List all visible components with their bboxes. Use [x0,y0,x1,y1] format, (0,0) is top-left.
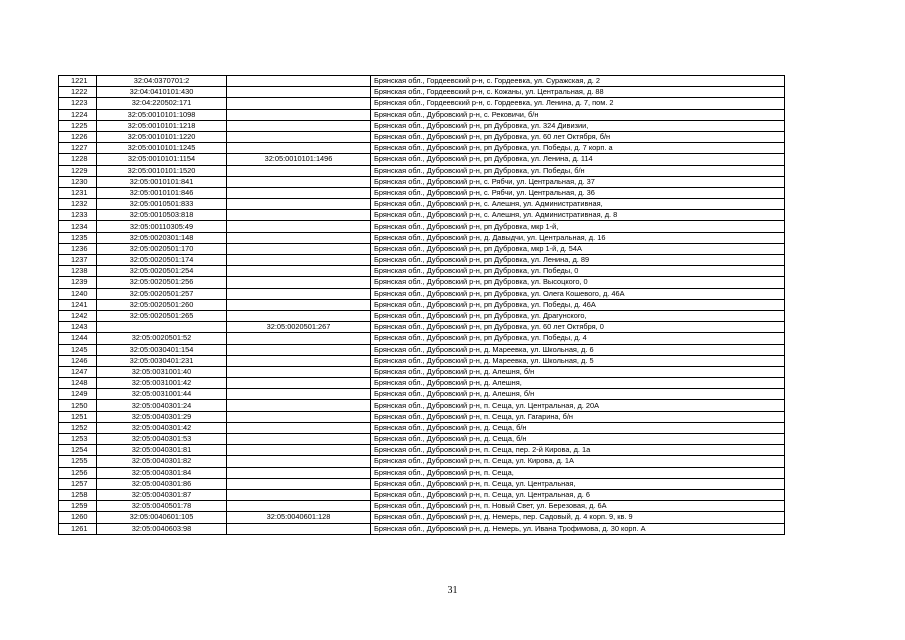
address-cell: Брянская обл., Дубровский р-н, п. Сеща, ул. Кирова, д. 1А [371,456,785,467]
cadastral-number-cell: 32:05:0010101:1245 [97,143,227,154]
row-number-cell: 1224 [59,109,97,120]
linked-cadastral-number-cell [227,344,371,355]
linked-cadastral-number-cell [227,288,371,299]
row-number-cell: 1245 [59,344,97,355]
row-number-cell: 1248 [59,378,97,389]
linked-cadastral-number-cell [227,378,371,389]
row-number-cell: 1242 [59,310,97,321]
linked-cadastral-number-cell [227,411,371,422]
cadastral-number-cell: 32:05:0010101:841 [97,176,227,187]
cadastral-number-cell: 32:05:0030401:231 [97,355,227,366]
linked-cadastral-number-cell [227,176,371,187]
table-row [59,76,785,87]
table-row [59,378,785,389]
table-row [59,322,785,333]
table-row [59,243,785,254]
table-row [59,389,785,400]
linked-cadastral-number-cell [227,277,371,288]
linked-cadastral-number-cell [227,489,371,500]
address-cell: Брянская обл., Дубровский р-н, рп Дубровка, ул. Победы, д. 4 [371,333,785,344]
linked-cadastral-number-cell [227,143,371,154]
table-row [59,355,785,366]
table-row [59,266,785,277]
address-cell: Брянская обл., Дубровский р-н, с. Алешня, ул. Административная, [371,199,785,210]
cadastral-number-cell: 32:04:220502:171 [97,98,227,109]
cadastral-number-cell: 32:05:0030401:154 [97,344,227,355]
table-row [59,210,785,221]
table-row [59,299,785,310]
table-row [59,456,785,467]
property-table [58,75,785,535]
cadastral-number-cell: 32:05:0010101:1520 [97,165,227,176]
linked-cadastral-number-cell [227,165,371,176]
table-row [59,131,785,142]
table-row [59,489,785,500]
row-number-cell: 1261 [59,523,97,534]
table-row [59,277,785,288]
address-cell: Брянская обл., Дубровский р-н, рп Дубровка, ул. Победы, б/н [371,165,785,176]
address-cell: Брянская обл., Дубровский р-н, д. Мареевка, ул. Школьная, д. 5 [371,355,785,366]
linked-cadastral-number-cell [227,76,371,87]
address-cell: Брянская обл., Дубровский р-н, с. Рябчи, ул. Центральная, д. 36 [371,187,785,198]
row-number-cell: 1241 [59,299,97,310]
cadastral-number-cell: 32:05:0031001:42 [97,378,227,389]
cadastral-number-cell [97,322,227,333]
row-number-cell: 1225 [59,120,97,131]
table-row [59,109,785,120]
table-row [59,478,785,489]
address-cell: Брянская обл., Дубровский р-н, рп Дубровка, ул. 60 лет Октября, 0 [371,322,785,333]
cadastral-number-cell: 32:05:0040301:42 [97,422,227,433]
linked-cadastral-number-cell [227,87,371,98]
table-row [59,143,785,154]
table-row [59,400,785,411]
linked-cadastral-number-cell [227,299,371,310]
row-number-cell: 1247 [59,366,97,377]
address-cell: Брянская обл., Дубровский р-н, с. Рябчи, ул. Центральная, д. 37 [371,176,785,187]
table-row [59,120,785,131]
address-cell: Брянская обл., Гордеевский р-н, с. Гордеевка, ул. Ленина, д. 7, пом. 2 [371,98,785,109]
address-cell: Брянская обл., Дубровский р-н, д. Немерь, ул. Ивана Трофимова, д. 30 корп. А [371,523,785,534]
cadastral-number-cell: 32:05:0040301:86 [97,478,227,489]
table-row [59,366,785,377]
address-cell: Брянская обл., Дубровский р-н, п. Сеща, ул. Центральная, [371,478,785,489]
address-cell: Брянская обл., Дубровский р-н, рп Дубровка, ул. Ленина, д. 114 [371,154,785,165]
row-number-cell: 1226 [59,131,97,142]
table-row [59,221,785,232]
table-row [59,187,785,198]
linked-cadastral-number-cell [227,232,371,243]
table-row [59,199,785,210]
cadastral-number-cell: 32:05:0010101:1220 [97,131,227,142]
row-number-cell: 1255 [59,456,97,467]
cadastral-number-cell: 32:05:0010101:1218 [97,120,227,131]
address-cell: Брянская обл., Дубровский р-н, п. Сеща, пер. 2-й Кирова, д. 1а [371,445,785,456]
cadastral-number-cell: 32:05:0020501:257 [97,288,227,299]
linked-cadastral-number-cell [227,456,371,467]
address-cell: Брянская обл., Дубровский р-н, с. Алешня, ул. Административная, д. 8 [371,210,785,221]
address-cell: Брянская обл., Дубровский р-н, д. Алешня, б/н [371,366,785,377]
address-cell: Брянская обл., Дубровский р-н, п. Сеща, ул. Гагарина, б/н [371,411,785,422]
row-number-cell: 1260 [59,512,97,523]
cadastral-number-cell: 32:05:0010501:833 [97,199,227,210]
linked-cadastral-number-cell [227,187,371,198]
row-number-cell: 1252 [59,422,97,433]
table-row [59,411,785,422]
table-row [59,512,785,523]
table-row [59,344,785,355]
cadastral-number-cell: 32:05:0020501:170 [97,243,227,254]
address-cell: Брянская обл., Дубровский р-н, д. Алешня, [371,378,785,389]
row-number-cell: 1230 [59,176,97,187]
linked-cadastral-number-cell [227,98,371,109]
property-table-body [59,76,785,535]
address-cell: Брянская обл., Дубровский р-н, рп Дубровка, ул. Победы, д. 46А [371,299,785,310]
row-number-cell: 1237 [59,255,97,266]
table-row [59,255,785,266]
address-cell: Брянская обл., Дубровский р-н, рп Дубровка, ул. Драгунского, [371,310,785,321]
address-cell: Брянская обл., Дубровский р-н, рп Дубровка, мкр 1-й, [371,221,785,232]
cadastral-number-cell: 32:05:0020501:265 [97,310,227,321]
linked-cadastral-number-cell [227,422,371,433]
linked-cadastral-number-cell [227,266,371,277]
linked-cadastral-number-cell [227,389,371,400]
cadastral-number-cell: 32:05:0010503:818 [97,210,227,221]
row-number-cell: 1239 [59,277,97,288]
linked-cadastral-number-cell [227,434,371,445]
address-cell: Брянская обл., Дубровский р-н, с. Рековичи, б/н [371,109,785,120]
cadastral-number-cell: 32:05:0020501:52 [97,333,227,344]
row-number-cell: 1257 [59,478,97,489]
row-number-cell: 1222 [59,87,97,98]
address-cell: Брянская обл., Дубровский р-н, д. Алешня, б/н [371,389,785,400]
row-number-cell: 1259 [59,501,97,512]
row-number-cell: 1233 [59,210,97,221]
table-row [59,501,785,512]
row-number-cell: 1254 [59,445,97,456]
address-cell: Брянская обл., Дубровский р-н, д. Мареевка, ул. Школьная, д. 6 [371,344,785,355]
cadastral-number-cell: 32:05:0040603:98 [97,523,227,534]
row-number-cell: 1240 [59,288,97,299]
row-number-cell: 1221 [59,76,97,87]
linked-cadastral-number-cell [227,467,371,478]
address-cell: Брянская обл., Гордеевский р-н, с. Кожаны, ул. Центральная, д. 88 [371,87,785,98]
table-row [59,98,785,109]
row-number-cell: 1249 [59,389,97,400]
cadastral-number-cell: 32:05:0020501:260 [97,299,227,310]
cadastral-number-cell: 32:05:0040501:78 [97,501,227,512]
cadastral-number-cell: 32:05:0040301:82 [97,456,227,467]
row-number-cell: 1231 [59,187,97,198]
linked-cadastral-number-cell: 32:05:0020501:267 [227,322,371,333]
table-row [59,523,785,534]
row-number-cell: 1234 [59,221,97,232]
cadastral-number-cell: 32:05:0010101:1154 [97,154,227,165]
cadastral-number-cell: 32:05:0031001:44 [97,389,227,400]
address-cell: Брянская обл., Дубровский р-н, рп Дубровка, ул. Олега Кошевого, д. 46А [371,288,785,299]
cadastral-number-cell: 32:05:00110305:49 [97,221,227,232]
page-number: 31 [447,585,458,596]
row-number-cell: 1238 [59,266,97,277]
cadastral-number-cell: 32:05:0040301:53 [97,434,227,445]
linked-cadastral-number-cell [227,355,371,366]
linked-cadastral-number-cell [227,366,371,377]
linked-cadastral-number-cell [227,445,371,456]
table-row [59,288,785,299]
row-number-cell: 1235 [59,232,97,243]
cadastral-number-cell: 32:05:0020501:254 [97,266,227,277]
linked-cadastral-number-cell [227,501,371,512]
linked-cadastral-number-cell [227,523,371,534]
row-number-cell: 1243 [59,322,97,333]
cadastral-number-cell: 32:05:0040301:84 [97,467,227,478]
table-row [59,333,785,344]
row-number-cell: 1227 [59,143,97,154]
table-row [59,232,785,243]
table-row [59,87,785,98]
cadastral-number-cell: 32:05:0040301:81 [97,445,227,456]
linked-cadastral-number-cell [227,255,371,266]
linked-cadastral-number-cell [227,131,371,142]
table-row [59,445,785,456]
linked-cadastral-number-cell [227,109,371,120]
row-number-cell: 1232 [59,199,97,210]
linked-cadastral-number-cell [227,400,371,411]
cadastral-number-cell: 32:05:0040301:24 [97,400,227,411]
table-row [59,310,785,321]
address-cell: Брянская обл., Дубровский р-н, рп Дубровка, ул. 324 Дивизии, [371,120,785,131]
row-number-cell: 1236 [59,243,97,254]
linked-cadastral-number-cell [227,199,371,210]
linked-cadastral-number-cell [227,120,371,131]
linked-cadastral-number-cell: 32:05:0040601:128 [227,512,371,523]
linked-cadastral-number-cell: 32:05:0010101:1496 [227,154,371,165]
cadastral-number-cell: 32:05:0010101:846 [97,187,227,198]
table-row [59,434,785,445]
row-number-cell: 1251 [59,411,97,422]
cadastral-number-cell: 32:05:0020501:256 [97,277,227,288]
address-cell: Брянская обл., Дубровский р-н, п. Сеща, ул. Центральная, д. 6 [371,489,785,500]
cadastral-number-cell: 32:05:0020501:174 [97,255,227,266]
cadastral-number-cell: 32:05:0010101:1098 [97,109,227,120]
row-number-cell: 1223 [59,98,97,109]
address-cell: Брянская обл., Гордеевский р-н, с. Гордеевка, ул. Суражская, д. 2 [371,76,785,87]
row-number-cell: 1229 [59,165,97,176]
address-cell: Брянская обл., Дубровский р-н, п. Новый Свет, ул. Березовая, д. 6А [371,501,785,512]
table-row [59,165,785,176]
address-cell: Брянская обл., Дубровский р-н, д. Сеща, б/н [371,434,785,445]
cadastral-number-cell: 32:05:0020301:148 [97,232,227,243]
linked-cadastral-number-cell [227,310,371,321]
table-row [59,422,785,433]
linked-cadastral-number-cell [227,243,371,254]
address-cell: Брянская обл., Дубровский р-н, рп Дубровка, мкр 1-й, д. 54А [371,243,785,254]
table-row [59,176,785,187]
table-row [59,154,785,165]
address-cell: Брянская обл., Дубровский р-н, д. Сеща, б/н [371,422,785,433]
table-row [59,467,785,478]
address-cell: Брянская обл., Дубровский р-н, п. Сеща, [371,467,785,478]
row-number-cell: 1253 [59,434,97,445]
address-cell: Брянская обл., Дубровский р-н, рп Дубровка, ул. Ленина, д. 89 [371,255,785,266]
linked-cadastral-number-cell [227,210,371,221]
row-number-cell: 1256 [59,467,97,478]
address-cell: Брянская обл., Дубровский р-н, рп Дубровка, ул. 60 лет Октября, б/н [371,131,785,142]
cadastral-number-cell: 32:05:0040301:29 [97,411,227,422]
address-cell: Брянская обл., Дубровский р-н, д. Немерь, пер. Садовый, д. 4 корп. 9, кв. 9 [371,512,785,523]
cadastral-number-cell: 32:05:0040301:87 [97,489,227,500]
address-cell: Брянская обл., Дубровский р-н, д. Давыдчи, ул. Центральная, д. 16 [371,232,785,243]
row-number-cell: 1258 [59,489,97,500]
cadastral-number-cell: 32:05:0040601:105 [97,512,227,523]
linked-cadastral-number-cell [227,478,371,489]
row-number-cell: 1250 [59,400,97,411]
cadastral-number-cell: 32:04:0410101:430 [97,87,227,98]
cadastral-number-cell: 32:05:0031001:40 [97,366,227,377]
row-number-cell: 1228 [59,154,97,165]
row-number-cell: 1244 [59,333,97,344]
linked-cadastral-number-cell [227,333,371,344]
address-cell: Брянская обл., Дубровский р-н, п. Сеща, ул. Центральная, д. 20А [371,400,785,411]
address-cell: Брянская обл., Дубровский р-н, рп Дубровка, ул. Высоцкого, 0 [371,277,785,288]
address-cell: Брянская обл., Дубровский р-н, рп Дубровка, ул. Победы, д. 7 корп. а [371,143,785,154]
linked-cadastral-number-cell [227,221,371,232]
address-cell: Брянская обл., Дубровский р-н, рп Дубровка, ул. Победы, 0 [371,266,785,277]
cadastral-number-cell: 32:04:0370701:2 [97,76,227,87]
row-number-cell: 1246 [59,355,97,366]
